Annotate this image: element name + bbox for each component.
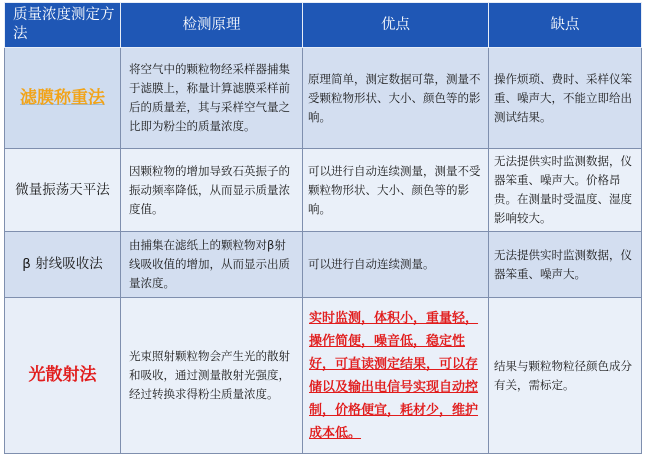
header-principle: 检测原理 [121, 3, 303, 48]
header-disadvantages: 缺点 [489, 3, 642, 48]
advantages-cell: 可以进行自动连续测量，测量不受颗粒物形状、大小、颜色等的影响。 [303, 149, 489, 232]
table-row [5, 149, 642, 232]
comparison-table-container [4, 2, 641, 442]
advantages-cell: 实时监测，体积小，重量轻，操作简便，噪音低，稳定性好，可直读测定结果，可以存储以及输出电信号实现自动控制，价格便宜，耗材少，维护成本低。 [303, 298, 489, 454]
disadvantages-cell: 结果与颗粒物粒径颜色成分有关，需标定。 [489, 298, 642, 454]
table-row [5, 48, 642, 149]
table-row [5, 298, 642, 454]
disadvantages-cell: 操作烦琐、费时、采样仪笨重、噪声大，不能立即给出测试结果。 [489, 48, 642, 149]
principle-cell: 因颗粒物的增加导致石英振子的振动频率降低，从而显示质量浓度值。 [121, 149, 303, 232]
method-comparison-table [4, 2, 642, 454]
method-cell: β 射线吸收法 [5, 232, 121, 298]
header-advantages: 优点 [303, 3, 489, 48]
method-cell: 微量振荡天平法 [5, 149, 121, 232]
principle-cell: 将空气中的颗粒物经采样器捕集于滤膜上，称量计算滤膜采样前后的质量差，其与采样空气量之比即为粉尘的质量浓度。 [121, 48, 303, 149]
disadvantages-cell: 无法提供实时监测数据，仪器笨重、噪声大。 [489, 232, 642, 298]
method-cell: 滤膜称重法 [5, 48, 121, 149]
principle-cell: 由捕集在滤纸上的颗粒物对β射线吸收值的增加，从而显示出质量浓度。 [121, 232, 303, 298]
method-cell: 光散射法 [5, 298, 121, 454]
advantages-cell: 原理简单，测定数据可靠，测量不受颗粒物形状、大小、颜色等的影响。 [303, 48, 489, 149]
table-header-row [5, 3, 642, 48]
disadvantages-cell: 无法提供实时监测数据，仪器笨重、噪声大。价格昂贵。在测量时受温度、湿度影响较大。 [489, 149, 642, 232]
header-method: 质量浓度测定方法 [5, 3, 121, 48]
advantages-cell: 可以进行自动连续测量。 [303, 232, 489, 298]
table-row [5, 232, 642, 298]
principle-cell: 光束照射颗粒物会产生光的散射和吸收，通过测量散射光强度，经过转换求得粉尘质量浓度。 [121, 298, 303, 454]
